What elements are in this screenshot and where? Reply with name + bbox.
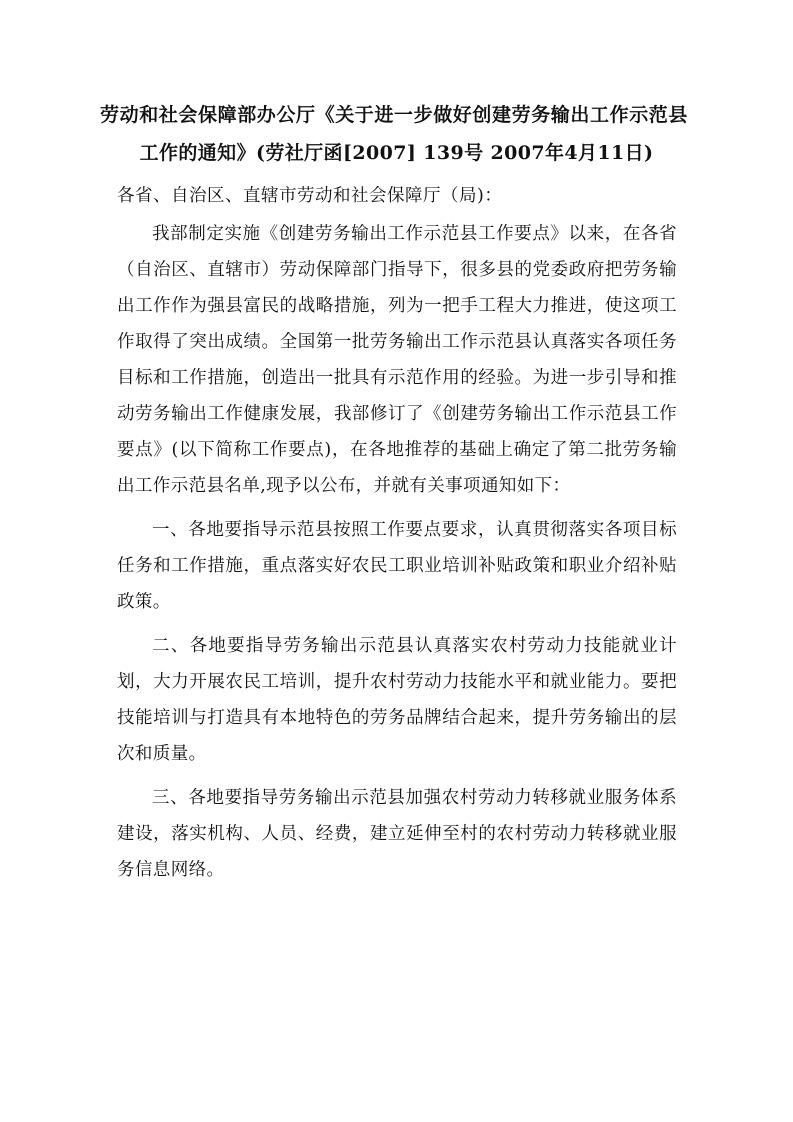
document-body xyxy=(117,180,677,896)
document-title xyxy=(100,96,693,172)
paragraph-item-1: 一、各地要指导示范县按照工作要点要求，认真贯彻落实各项目标任务和工作措施，重点落实好农民工职业培训补贴政策和职业介绍补贴政策。 xyxy=(117,520,677,612)
paragraph-item-3: 三、各地要指导劳务输出示范县加强农村劳动力转移就业服务体系建设，落实机构、人员、经费，建立延伸至村的农村劳动力转移就业服务信息网络。 xyxy=(117,788,677,880)
paragraph-item-2: 二、各地要指导劳务输出示范县认真落实农村劳动力技能就业计划，大力开展农民工培训，提升农村劳动力技能水平和就业能力。要把技能培训与打造具有本地特色的劳务品牌结合起来，提升劳务输出的层次和质量。 xyxy=(117,636,677,764)
title-line-2: 工作的通知》(劳社厅函[2007] 139号 2007年4月11日) xyxy=(139,142,654,164)
paragraph-intro: 我部制定实施《创建劳务输出工作示范县工作要点》以来，在各省（自治区、直辖市）劳动保障部门指导下，很多县的党委政府把劳务输出工作作为强县富民的战略措施，列为一把手工程大力推进，使这项工作取得了突出成绩。全国第一批劳务输出工作示范县认真落实各项任务目标和工作措施，创造出一批具有示范作用的经验。为进一步引导和推动劳务输出工作健康发展，我部修订了《创建劳务输出工作示范县工作要点》(以下简称工作要点)，在各地推荐的基础上确定了第二批劳务输出工作示范县名单,现予以公布，并就有关事项通知如下： xyxy=(117,224,677,496)
title-line-1: 劳动和社会保障部办公厅《关于进一步做好创建劳务输出工作示范县 xyxy=(100,104,689,126)
salutation: 各省、自治区、直辖市劳动和社会保障厅（局)： xyxy=(117,186,503,206)
